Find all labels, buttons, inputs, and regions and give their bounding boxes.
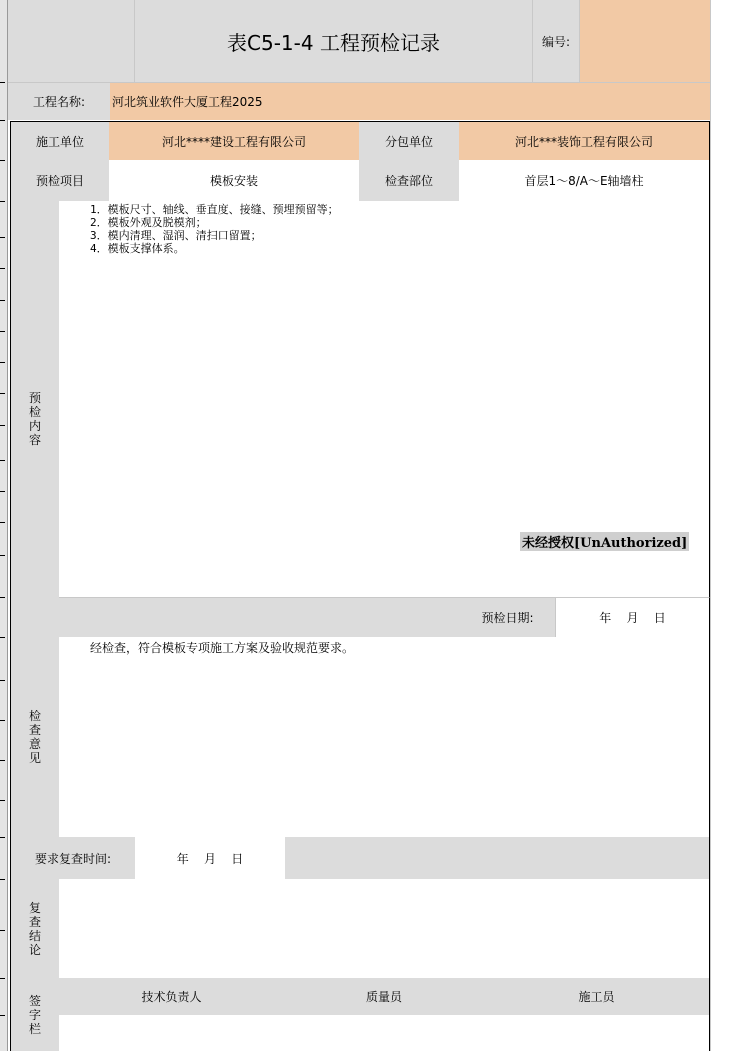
row-divider	[0, 978, 5, 979]
precheck-date-label[interactable]: 预检日期:	[460, 597, 556, 638]
tech-lead-label[interactable]: 技术负责人	[59, 978, 285, 1016]
subcontract-label[interactable]: 分包单位	[359, 121, 460, 161]
list-item: 4．模板支撑体系。	[90, 242, 185, 255]
row-divider	[0, 930, 5, 931]
signature-section-label[interactable]: 签 字 栏	[10, 978, 60, 1051]
construction-unit-value[interactable]: 河北****建设工程有限公司	[109, 121, 360, 161]
row-divider	[0, 720, 5, 721]
page-title[interactable]: 表C5-1-4 工程预检记录	[135, 0, 533, 82]
right-column-edge	[710, 0, 732, 1051]
row-divider	[0, 491, 5, 492]
row-divider	[0, 522, 5, 523]
row-divider	[0, 393, 5, 394]
subcontract-value[interactable]: 河北***装饰工程有限公司	[459, 121, 710, 161]
row-divider	[0, 160, 5, 161]
precheck-section-label[interactable]: 预 检 内 容	[10, 201, 60, 638]
recheck-time-blank[interactable]	[285, 837, 710, 880]
row-divider	[0, 331, 5, 332]
quality-inspector-signature-cell[interactable]	[284, 1015, 485, 1051]
construction-unit-label[interactable]: 施工单位	[10, 121, 110, 161]
inspection-opinion-cell[interactable]	[59, 637, 710, 838]
number-label[interactable]: 编号:	[533, 0, 580, 82]
row-divider	[0, 1015, 5, 1016]
row-divider	[0, 800, 5, 801]
project-name-value[interactable]: 河北筑业软件大厦工程2025	[110, 82, 710, 120]
number-value-cell[interactable]	[580, 0, 710, 82]
row-divider	[0, 237, 5, 238]
row-divider	[0, 837, 5, 838]
precheck-date-blank[interactable]	[59, 597, 460, 638]
row-divider	[0, 597, 5, 598]
row-divider	[0, 268, 5, 269]
precheck-item-value[interactable]: 模板安装	[109, 160, 360, 202]
row-divider	[0, 879, 5, 880]
row-divider	[0, 362, 5, 363]
row-divider	[0, 460, 5, 461]
inspection-section-label[interactable]: 检 查 意 见	[10, 637, 60, 838]
row-divider	[0, 637, 5, 638]
recheck-time-value[interactable]: 年 月 日	[135, 837, 285, 880]
row-divider	[0, 82, 5, 83]
precheck-item-label[interactable]: 预检项目	[10, 160, 110, 202]
worker-label[interactable]: 施工员	[484, 978, 710, 1016]
list-item: 3．模内清理、湿润、清扫口留置；	[90, 229, 262, 242]
quality-inspector-label[interactable]: 质量员	[284, 978, 485, 1016]
row-divider	[0, 120, 5, 121]
row-divider	[0, 300, 5, 301]
location-label[interactable]: 检查部位	[359, 160, 460, 202]
precheck-items-list	[90, 203, 339, 255]
row-divider	[0, 425, 5, 426]
row-divider	[0, 760, 5, 761]
row-divider	[0, 555, 5, 556]
row-divider	[0, 201, 5, 202]
recheck-time-label[interactable]: 要求复查时间:	[10, 837, 135, 880]
recheck-conclusion-label[interactable]: 复 查 结 论	[10, 879, 60, 979]
inspection-opinion-text: 经检查，符合模板专项施工方案及验收规范要求。	[90, 641, 355, 655]
location-value[interactable]: 首层1～8/A～E轴墙柱	[459, 160, 710, 202]
precheck-date-value[interactable]: 年 月 日	[556, 597, 710, 638]
project-name-label[interactable]: 工程名称:	[8, 82, 110, 120]
worker-signature-cell[interactable]	[484, 1015, 710, 1051]
header-blank-cell[interactable]	[8, 0, 135, 82]
row-header-strip	[0, 0, 8, 1051]
row-divider	[0, 680, 5, 681]
recheck-conclusion-cell[interactable]	[59, 879, 710, 979]
unauthorized-watermark: 未经授权[UnAuthorized]	[520, 532, 689, 551]
tech-lead-signature-cell[interactable]	[59, 1015, 285, 1051]
list-item: 2．模板外观及脱模剂；	[90, 216, 207, 229]
list-item: 1．模板尺寸、轴线、垂直度、接缝、预埋预留等；	[90, 203, 339, 216]
